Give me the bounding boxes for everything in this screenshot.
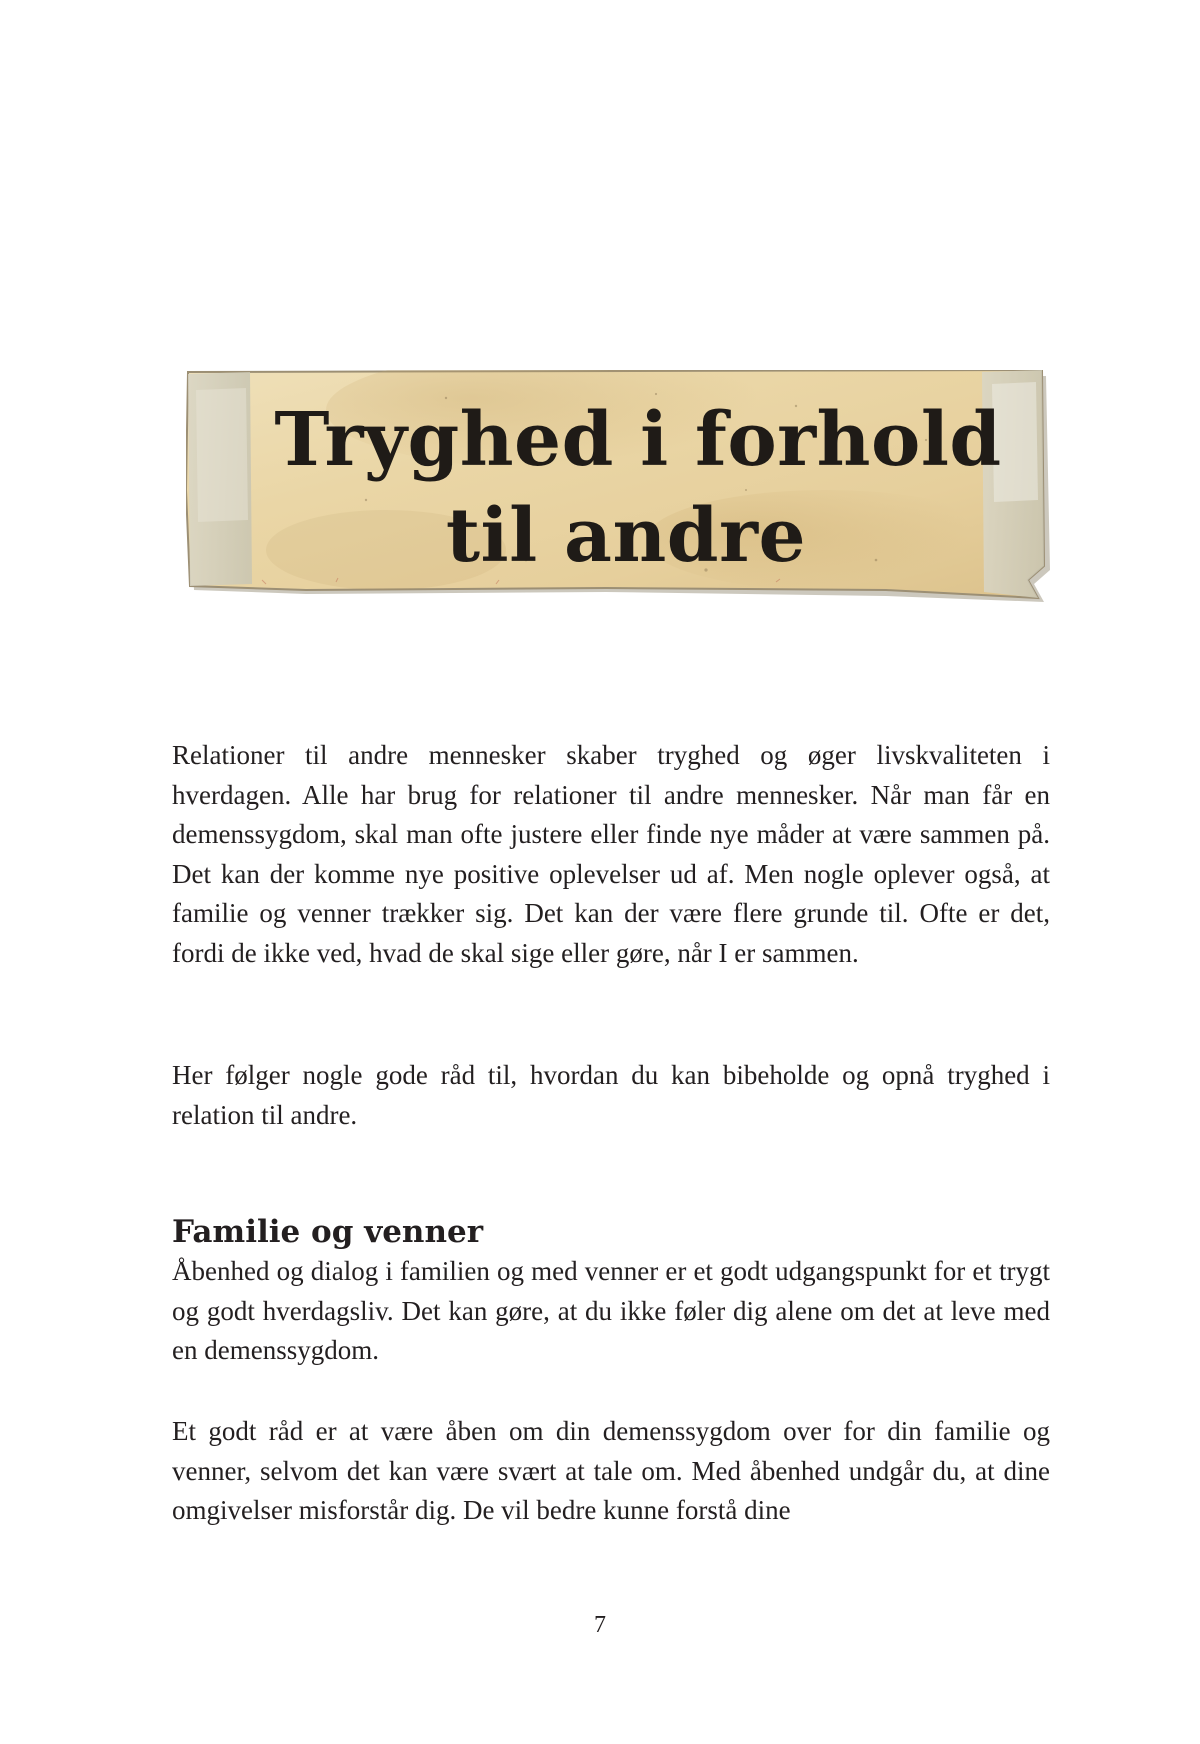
section-paragraph-2: Et godt råd er at være åben om din demenssygdom over for din familie og venner, selvom det kan være svært at tale om. Med åbenhed undgår du, at dine omgivelser misforstår dig. De vil bedre kunne forstå dine [172,1416,1050,1525]
title-label [186,370,1056,606]
section-paragraph-1: Åbenhed og dialog i familien og med venner er et godt udgangspunkt for et trygt og godt hverdagsliv. Det kan gøre, at du ikke føler dig alene om det at leve med en demenssygdom. [172,1256,1050,1365]
page-title [246,392,1006,584]
advice-intro-paragraph: Her følger nogle gode råd til, hvordan du kan bibeholde og opnå tryghed i relation til andre. [172,1060,1050,1130]
page-number: 7 [594,1612,606,1638]
page-title-line-1: Tryghed i forhold [274,397,1002,483]
intro-paragraph: Relationer til andre mennesker skaber tryghed og øger livskvaliteten i hverdagen. Alle har brug for relationer til andre mennesker. Når man får en demenssygdom, skal man ofte justere eller finde nye måder at være sammen på. Det kan der komme nye positive oplevelser ud af. Men nogle oplever også, at familie og venner trækker sig. Det kan der være flere grunde til. Ofte er det, fordi de ikke ved, hvad de skal sige eller gøre, når I er sammen. [172,740,1050,968]
page-title-line-2: til andre [445,493,807,579]
section-heading: Familie og venner [172,1214,484,1250]
